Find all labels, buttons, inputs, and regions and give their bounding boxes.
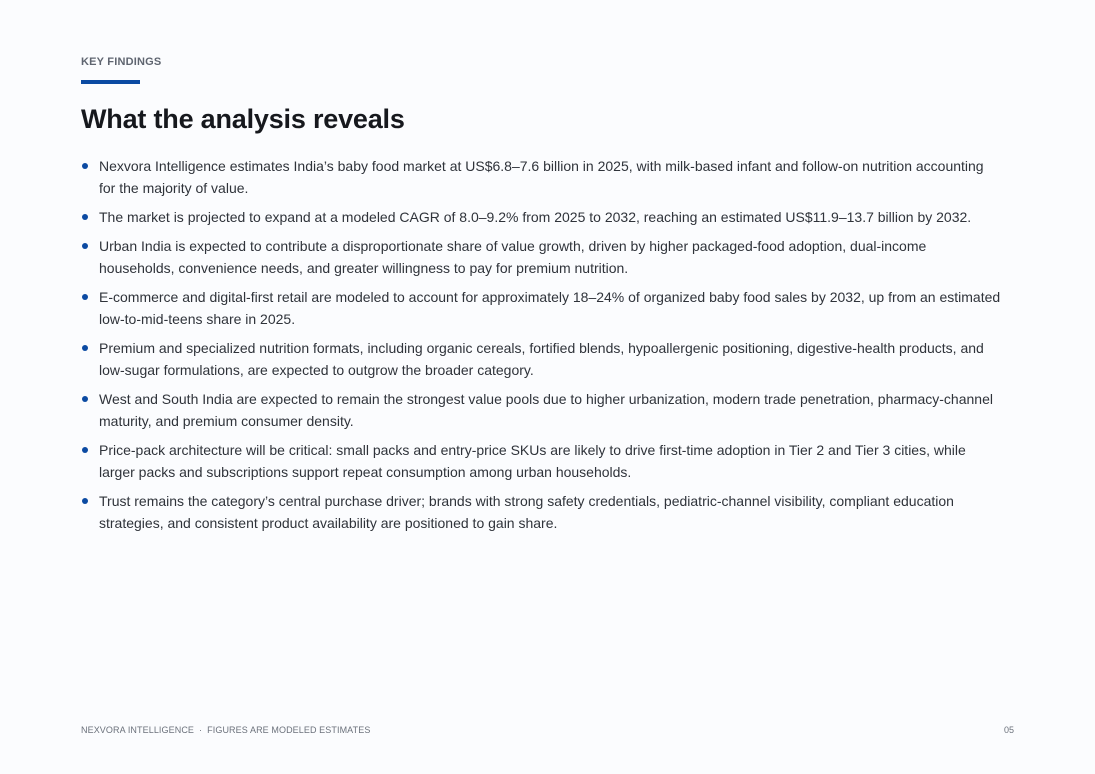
finding-text: Nexvora Intelligence estimates India’s baby food market at US$6.8–7.6 billion in 2025, with milk-based infant and follow-on nutrition accounting for the majority of value. [99, 158, 984, 196]
finding-item [81, 206, 1001, 228]
eyebrow-accent-rule [81, 80, 140, 84]
bullet-icon [82, 243, 88, 249]
finding-item [81, 155, 1001, 199]
footer-credit [81, 725, 370, 735]
finding-text: E-commerce and digital-first retail are modeled to account for approximately 18–24% of organized baby food sales by 2032, up from an estimated low-to-mid-teens share in 2025. [99, 289, 1001, 327]
finding-item [81, 235, 1001, 279]
finding-text: Urban India is expected to contribute a disproportionate share of value growth, driven by higher packaged-food adoption, dual-income households, convenience needs, and greater willingness to pay for premium nutrition. [99, 238, 927, 276]
finding-item [81, 439, 1001, 483]
footer-brand: NEXVORA INTELLIGENCE [81, 725, 195, 735]
section-eyebrow: KEY FINDINGS [81, 56, 162, 68]
bullet-icon [82, 447, 88, 453]
bullet-icon [82, 498, 88, 504]
findings-list [81, 155, 1001, 541]
finding-item [81, 337, 1001, 381]
footer-separator: · [199, 725, 203, 735]
bullet-icon [82, 163, 88, 169]
finding-text: Price-pack architecture will be critical: small packs and entry-price SKUs are likely to drive first-time adoption in Tier 2 and Tier 3 cities, while larger packs and subscriptions support repeat consumption among urban households. [99, 442, 966, 480]
page-number: 05 [1003, 725, 1014, 735]
bullet-icon [82, 396, 88, 402]
finding-item [81, 286, 1001, 330]
finding-text: West and South India are expected to remain the strongest value pools due to higher urbanization, modern trade penetration, pharmacy-channel maturity, and premium consumer density. [99, 391, 993, 429]
page-title: What the analysis reveals [81, 104, 405, 134]
finding-text: Premium and specialized nutrition formats, including organic cereals, fortified blends, hypoallergenic positioning, digestive-health products, and low-sugar formulations, are expected to outgrow the broader category. [99, 340, 984, 378]
bullet-icon [82, 214, 88, 220]
bullet-icon [82, 345, 88, 351]
finding-item [81, 388, 1001, 432]
finding-text: The market is projected to expand at a modeled CAGR of 8.0–9.2% from 2025 to 2032, reaching an estimated US$11.9–13.7 billion by 2032. [99, 209, 972, 225]
finding-item [81, 490, 1001, 534]
finding-text: Trust remains the category’s central purchase driver; brands with strong safety credentials, pediatric-channel visibility, compliant education strategies, and consistent product availability are positioned to gain share. [99, 493, 954, 531]
footer-note: FIGURES ARE MODELED ESTIMATES [207, 725, 371, 735]
bullet-icon [82, 294, 88, 300]
